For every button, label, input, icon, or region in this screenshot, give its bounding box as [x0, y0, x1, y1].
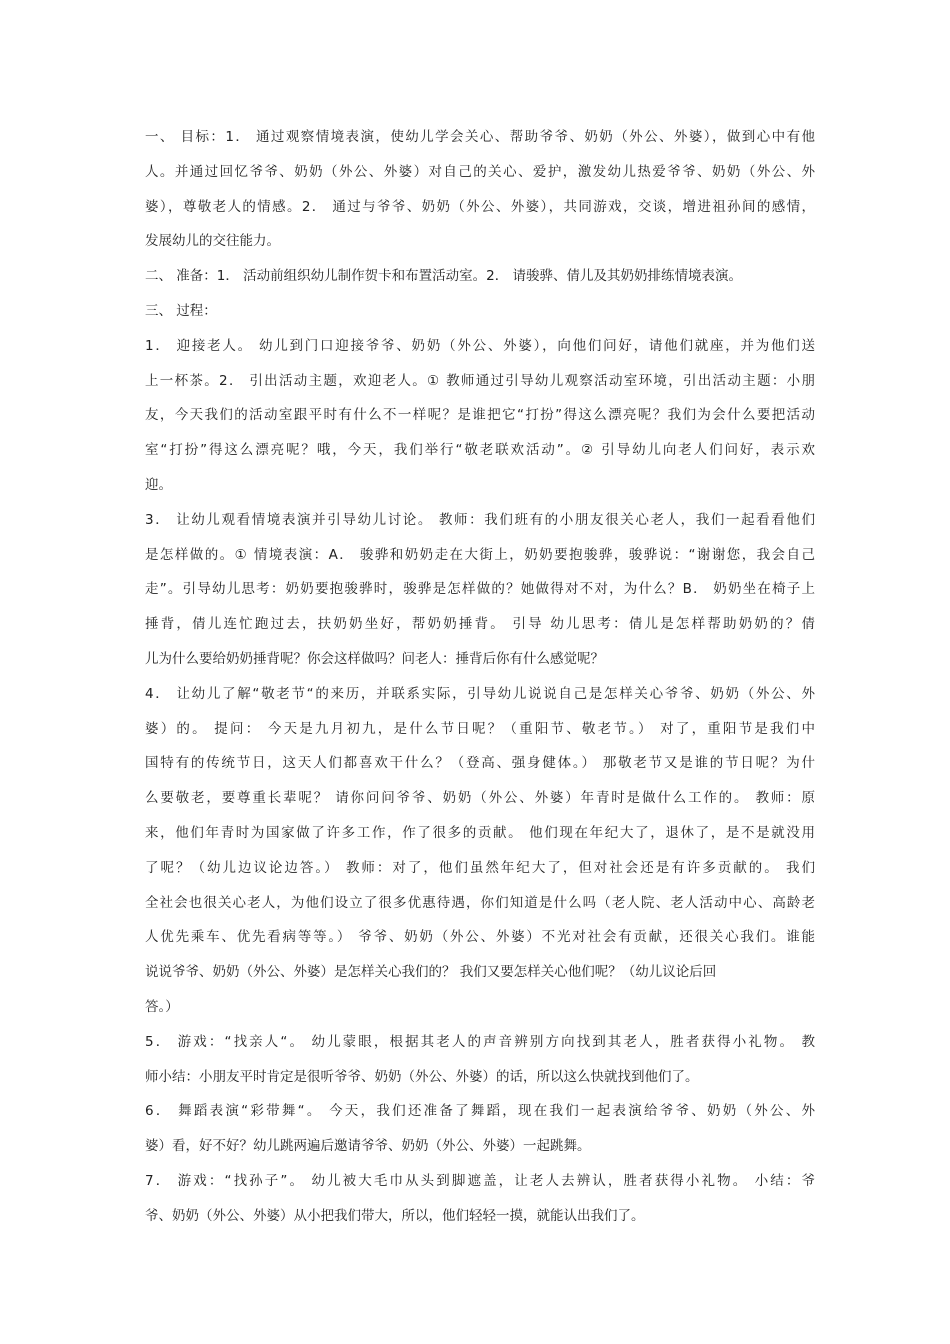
text-line: 上一杯茶。2． 引出活动主题，欢迎老人。① 教师通过引导幼儿观察活动室环境，引出活动主题：小朋 [145, 372, 815, 389]
text-line: 迎。 [145, 476, 172, 493]
text-line: 爷、奶奶（外公、外婆）从小把我们带大，所以，他们轻轻一摸，就能认出我们了。 [145, 1207, 645, 1224]
text-line: 发展幼儿的交往能力。 [145, 233, 280, 250]
text-line: 三、 过程： [145, 302, 217, 319]
text-line: 7． 游戏：“找孙子”。 幼儿被大毛巾从头到脚遮盖，让老人去辨认，胜者获得小礼物。 小结：爷 [145, 1172, 815, 1189]
text-line: 国特有的传统节日，这天人们都喜欢干什么？（登高、强身健体。） 那敬老节又是谁的节日呢？为什 [145, 755, 815, 772]
text-line: 儿为什么要给奶奶捶背呢？你会这样做吗？问老人：捶背后你有什么感觉呢？ [145, 650, 604, 667]
text-line: 二、 准备：1． 活动前组织幼儿制作贺卡和布置活动室。2． 请骏骅、倩儿及其奶奶排练情境表演。 [145, 268, 743, 285]
text-line: 婆）看，好不好？幼儿跳两遍后邀请爷爷、奶奶（外公、外婆）一起跳舞。 [145, 1138, 591, 1155]
text-line: 婆），尊敬老人的情感。2． 通过与爷爷、奶奶（外公、外婆），共同游戏，交谈，增进祖孙间的感情， [145, 198, 815, 215]
text-line: 走”。引导幼儿思考：奶奶要抱骏骅时，骏骅是怎样做的？她做得对不对，为什么？B． 奶奶坐在椅子上 [145, 581, 815, 598]
text-line: 1． 迎接老人。 幼儿到门口迎接爷爷、奶奶（外公、外婆），向他们问好，请他们就座，并为他们送 [145, 337, 815, 354]
text-line: 友，今天我们的活动室跟平时有什么不一样呢？是谁把它“打扮”得这么漂亮呢？我们为会什么要把活动 [145, 407, 815, 424]
text-line: 答。） [145, 998, 179, 1015]
text-line: 捶背，倩儿连忙跑过去，扶奶奶坐好，帮奶奶捶背。 引导 幼儿思考：倩儿是怎样帮助奶奶的？倩 [145, 616, 815, 633]
text-line: 人。并通过回忆爷爷、奶奶（外公、外婆）对自己的关心、爱护，激发幼儿热爱爷爷、奶奶（外公、外 [145, 163, 815, 180]
text-line: 师小结：小朋友平时肯定是很听爷爷、奶奶（外公、外婆）的话，所以这么快就找到他们了。 [145, 1068, 699, 1085]
text-line: 3． 让幼儿观看情境表演并引导幼儿讨论。 教师：我们班有的小朋友很关心老人，我们一起看看他们 [145, 511, 815, 528]
text-line: 4． 让幼儿了解“敬老节“的来历，并联系实际，引导幼儿说说自己是怎样关心爷爷、奶奶（外公、外 [145, 685, 815, 702]
text-line: 来，他们年青时为国家做了许多工作，作了很多的贡献。 他们现在年纪大了，退休了，是不是就没用 [145, 824, 815, 841]
text-line: 是怎样做的。① 情境表演：A． 骏骅和奶奶走在大街上，奶奶要抱骏骅，骏骅说：“谢谢您，我会自己 [145, 546, 815, 563]
text-line: 了呢？（幼儿边议论边答。） 教师：对了，他们虽然年纪大了，但对社会还是有许多贡献的。 我们 [145, 859, 815, 876]
text-line: 室“打扮”得这么漂亮呢？哦，今天，我们举行“敬老联欢活动”。② 引导幼儿向老人们问好，表示欢 [145, 442, 815, 459]
text-line: 5． 游戏：“找亲人“。 幼儿蒙眼，根据其老人的声音辨别方向找到其老人，胜者获得小礼物。 教 [145, 1033, 815, 1050]
text-line: 婆）的。 提问： 今天是九月初九，是什么节日呢？（重阳节、敬老节。） 对了，重阳节是我们中 [145, 720, 815, 737]
text-line: 说说爷爷、奶奶（外公、外婆）是怎样关心我们的？ 我们又要怎样关心他们呢？（幼儿议论后回 [145, 964, 717, 981]
text-line: 一、 目标：1． 通过观察情境表演，使幼儿学会关心、帮助爷爷、奶奶（外公、外婆），做到心中有他 [145, 129, 815, 145]
text-line: 么要敬老，要尊重长辈呢？ 请你问问爷爷、奶奶（外公、外婆）年青时是做什么工作的。 教师：原 [145, 790, 815, 807]
text-line: 全社会也很关心老人，为他们设立了很多优惠待遇，你们知道是什么吗（老人院、老人活动中心、高龄老 [145, 894, 815, 911]
text-line: 6． 舞蹈表演“彩带舞“。 今天，我们还准备了舞蹈，现在我们一起表演给爷爷、奶奶（外公、外 [145, 1103, 815, 1120]
text-line: 人优先乘车、优先看病等等。） 爷爷、奶奶（外公、外婆）不光对社会有贡献，还很关心我们。谁能 [145, 929, 815, 946]
document-body [145, 120, 815, 1234]
